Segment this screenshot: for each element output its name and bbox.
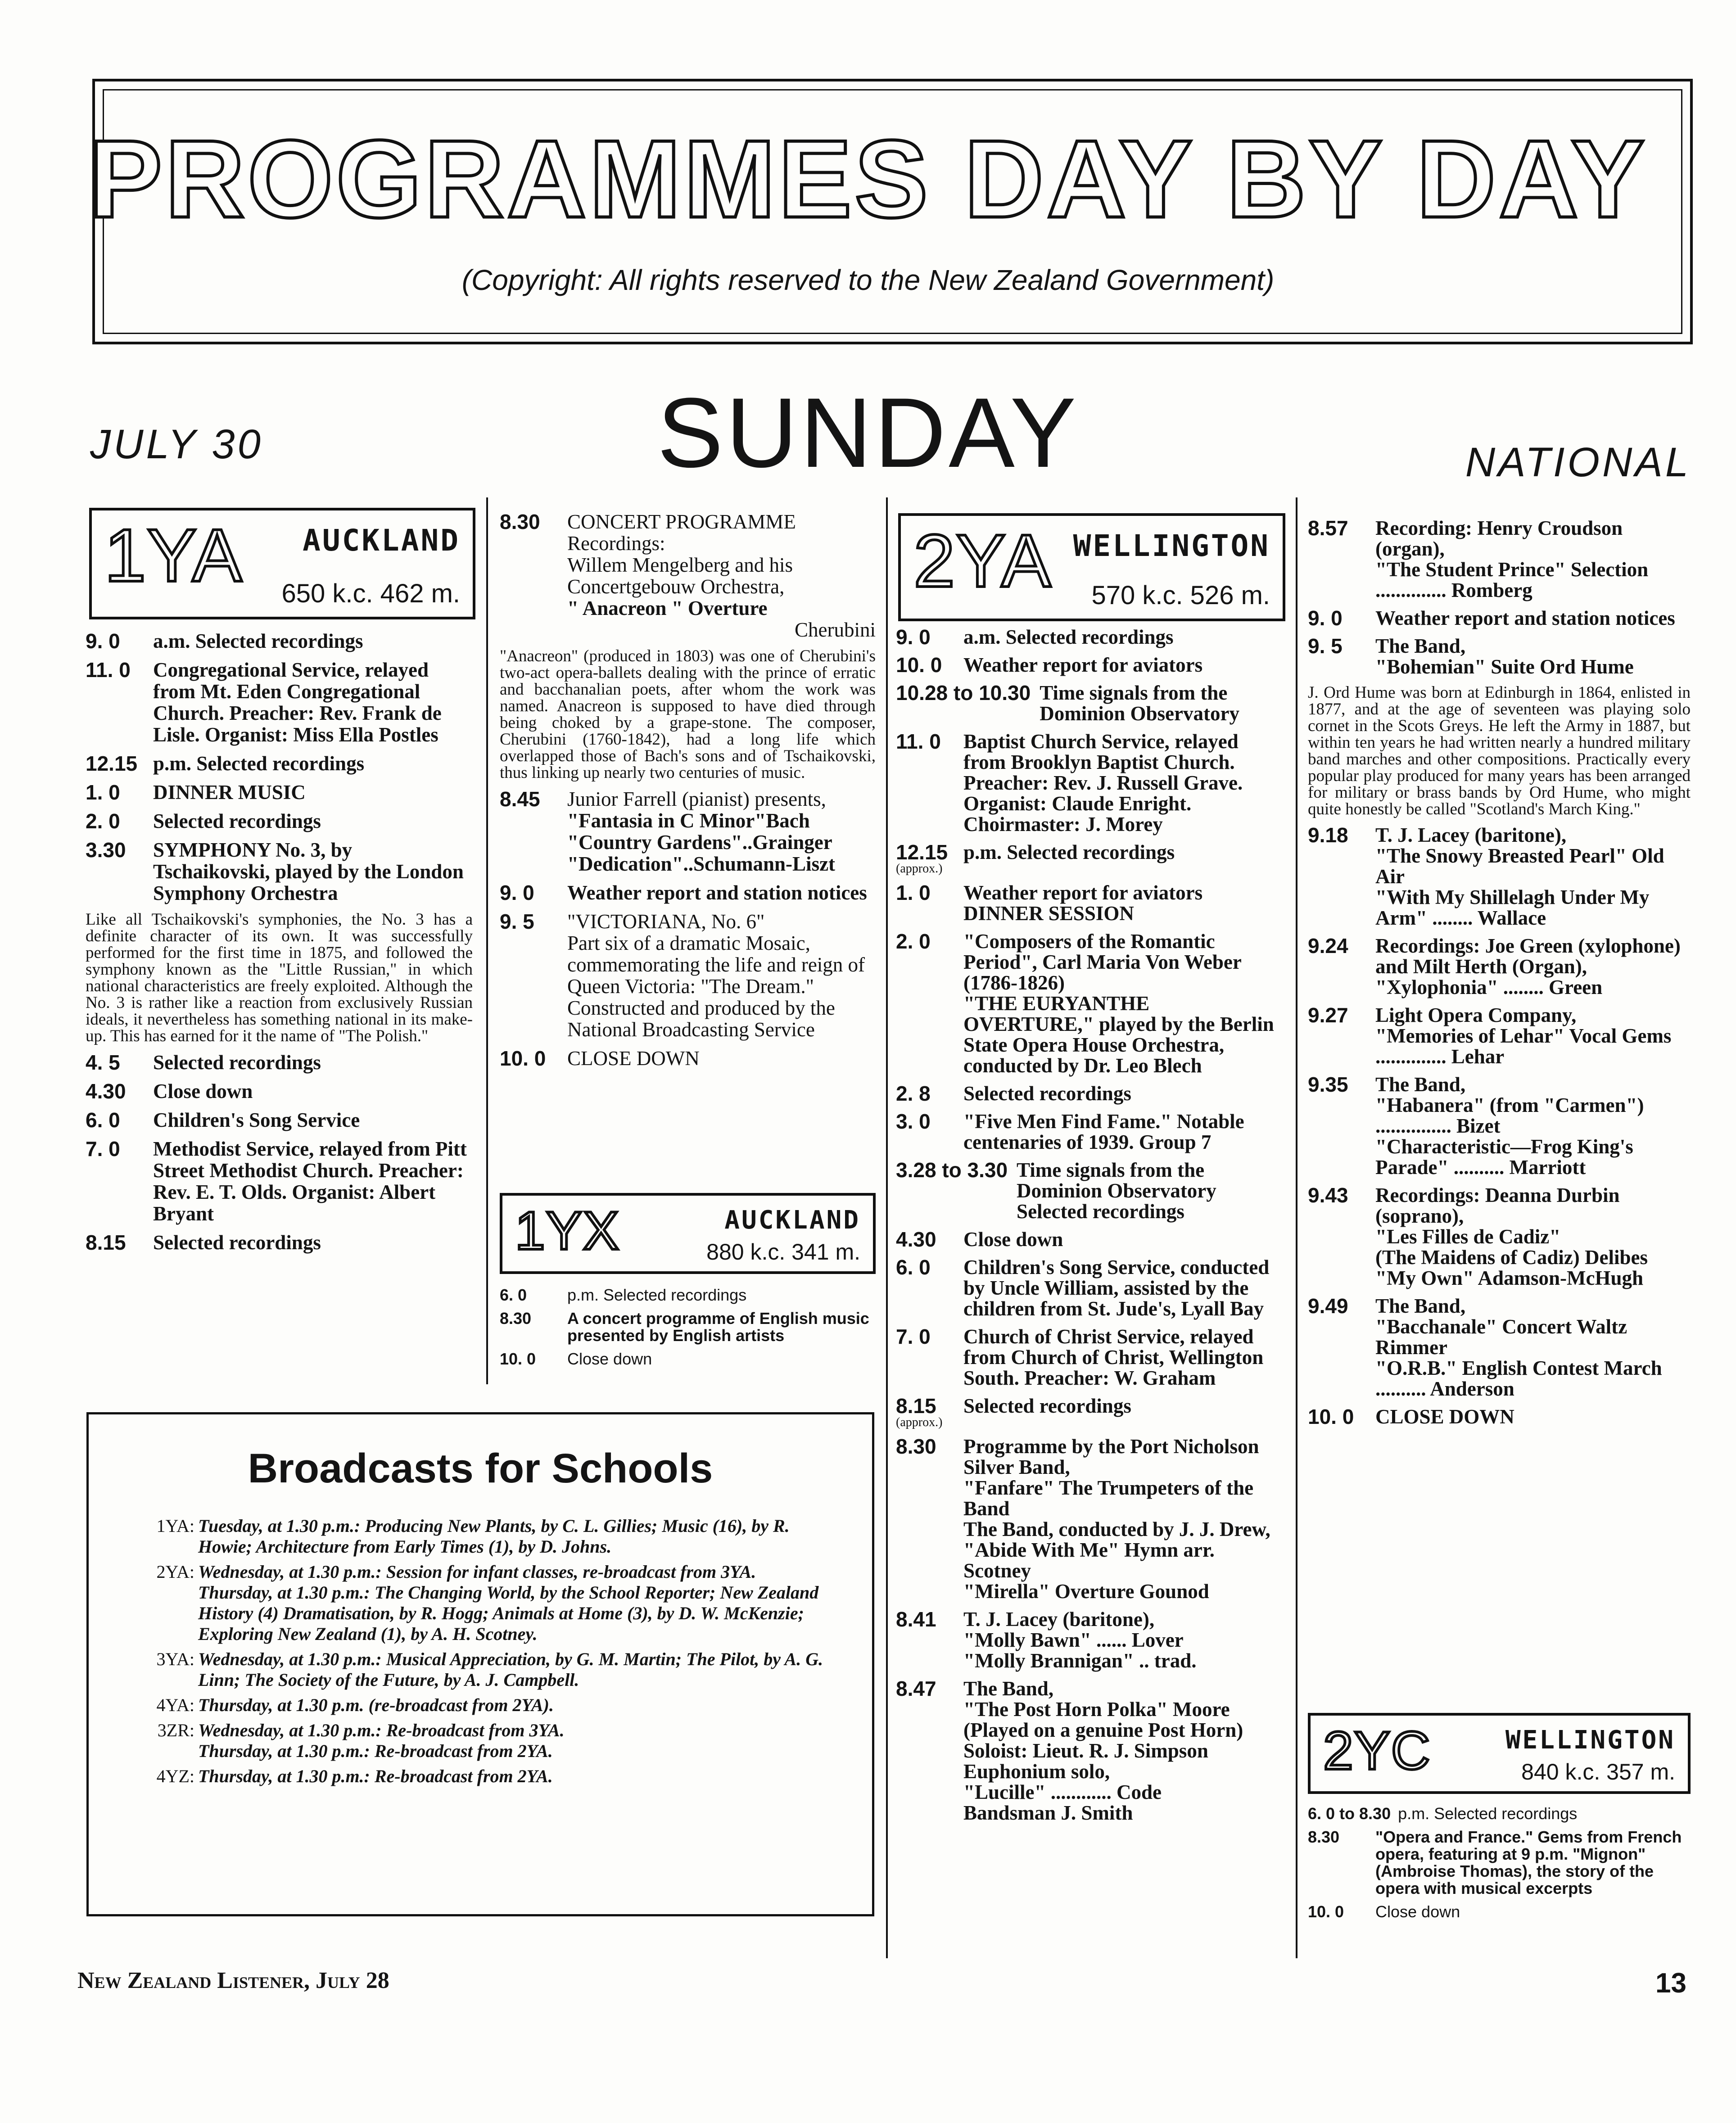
station-box-1ya <box>89 508 475 619</box>
programme-entry <box>896 1326 1283 1388</box>
entry-text: " Anacreon " Overture <box>567 597 768 619</box>
entry-time: 9. 0 <box>896 625 931 649</box>
entry-time: 7. 0 <box>896 1325 931 1348</box>
entry-text: Recordings: Joe Green (xylophone) and Milt Herth (Organ), "Xylophonia" ........ Green <box>1375 935 1681 998</box>
programme-entry <box>500 1287 876 1304</box>
entry-time: 4.30 <box>896 1228 936 1251</box>
programme-entry <box>500 1351 876 1368</box>
programme-entry <box>500 511 876 641</box>
entry-time: 9.43 <box>1308 1183 1348 1207</box>
programme-entry <box>896 1436 1283 1602</box>
entry-text: Congregational Service, relayed from Mt. Eden Congregational Church. Preacher: Rev. Frank de Lisle. Organist: Miss Ella Postles <box>153 659 442 746</box>
entry-time: 7. 0 <box>86 1137 120 1161</box>
station-box-2yc <box>1308 1713 1691 1794</box>
programme-entry <box>896 1111 1283 1152</box>
programme-entry <box>500 788 876 875</box>
entry-time: 8.57 <box>1308 516 1348 540</box>
schools-item <box>134 1649 836 1690</box>
entry-text: Time signals from the Dominion Observatory Selected recordings <box>1017 1159 1216 1223</box>
entry-time: 2. 8 <box>896 1082 931 1105</box>
entry-time: 8.15 <box>896 1394 936 1418</box>
programme-entry <box>1308 1296 1691 1399</box>
entry-text: Time signals from the Dominion Observatory <box>1040 682 1239 725</box>
2ya-evening-list <box>1308 518 1691 1434</box>
schools-station: 3ZR: <box>157 1720 194 1740</box>
entry-text: Weather report for aviators DINNER SESSION <box>963 881 1203 925</box>
column-divider <box>486 497 488 1384</box>
entry-composer: Grainger <box>752 831 832 854</box>
schools-session: Thursday, at 1.30 p.m.: The Changing World, by the School Reporter; New Zealand History (4) Dramatisation, by R. Hogg; Animals at Home (3), by D. W. McKenzie; Exploring New Zealand (1), by A. H. Scotney. <box>198 1582 819 1644</box>
programme-note: Like all Tschaikovski's symphonies, the No. 3 has a definite character of its own. It was successfully performed for the first time in 1875, and followed the symphony known as the "Little Russian," in which national characteristics are freely exploited. Although the No. 3 is rather like a reaction from exclusively Russian ideals, it nevertheless has something national in its make-up. This has earned for it the name of "The Polish." <box>86 910 473 1045</box>
schools-item <box>134 1562 836 1644</box>
station-call-sign: 2YC <box>1323 1721 1431 1781</box>
entry-composer: Cherubini <box>795 619 876 641</box>
schools-item <box>134 1695 836 1716</box>
programme-entry <box>86 839 473 904</box>
entry-time: 9. 5 <box>1308 634 1343 658</box>
footer-publication: New Zealand Listener, July 28 <box>77 1968 389 1993</box>
entry-time: 11. 0 <box>86 658 131 682</box>
programme-entry <box>896 655 1283 675</box>
schools-session: Wednesday, at 1.30 p.m.: Re-broadcast from 3YA. <box>198 1720 565 1740</box>
programme-entry <box>86 1052 473 1073</box>
programme-entry <box>1308 1406 1691 1427</box>
schools-list <box>134 1516 836 1791</box>
programme-entry <box>896 931 1283 1076</box>
entry-text: Methodist Service, relayed from Pitt Street Methodist Church. Preacher: Rev. E. T. Olds. Organist: Albert Bryant <box>153 1138 467 1225</box>
copyright-notice: (Copyright: All rights reserved to the New Zealand Government) <box>461 264 1275 296</box>
programme-entry <box>86 630 473 652</box>
programme-entry <box>86 1138 473 1224</box>
entry-approx: (approx.) <box>896 862 943 876</box>
entry-text: Selected recordings <box>963 1395 1131 1417</box>
entry-composer: Bach <box>766 809 810 832</box>
entry-time: 9.18 <box>1308 823 1348 847</box>
entry-work: "Country Gardens".. <box>567 831 753 854</box>
entry-time: 3.30 <box>86 838 126 862</box>
entry-time: 8.15 <box>86 1231 126 1254</box>
schools-station: 4YZ: <box>156 1766 194 1786</box>
entry-text: Selected recordings <box>153 1231 321 1254</box>
entry-time: 12.15 <box>896 840 948 864</box>
entry-time: 10. 0 <box>1308 1405 1354 1428</box>
entry-time: 6. 0 to 8.30 <box>1308 1804 1391 1823</box>
entry-text: A concert programme of English music presented by English artists <box>567 1309 869 1345</box>
entry-time: 8.47 <box>896 1677 936 1700</box>
entry-time: 8.30 <box>1308 1828 1340 1846</box>
entry-text: Recordings: Deanna Durbin (soprano), "Les Filles de Cadiz" (The Maidens of Cadiz) Delibes "My Own" Adamson-McHugh <box>1375 1184 1648 1289</box>
entry-time: 8.45 <box>500 787 540 811</box>
entry-text: Weather report and station notices <box>567 881 867 904</box>
station-call-sign: 1YX <box>515 1201 620 1261</box>
1ya-evening-list <box>500 511 876 1076</box>
programme-entry <box>1308 636 1691 677</box>
programme-entry <box>86 659 473 745</box>
schools-details <box>198 1720 836 1762</box>
station-city: AUCKLAND <box>724 1206 860 1235</box>
entry-work: "Dedication".. <box>567 853 693 875</box>
programme-entry <box>1308 518 1691 601</box>
entry-time: 10. 0 <box>896 653 942 677</box>
schools-item <box>134 1516 836 1557</box>
2ya-programme-list <box>896 627 1283 1830</box>
entry-time: 6. 0 <box>500 1286 527 1304</box>
programme-entry <box>86 1232 473 1253</box>
programme-entry <box>500 1310 876 1344</box>
station-city: WELLINGTON <box>1505 1726 1675 1755</box>
entry-time: 9.24 <box>1308 934 1348 958</box>
network-label: NATIONAL <box>1465 439 1691 485</box>
entry-text: The Band, "Habanera" (from "Carmen") ............... Bizet "Characteristic—Frog King's Parade" .......... Marriott <box>1375 1073 1644 1179</box>
entry-work: "Fantasia in C Minor" <box>567 809 766 832</box>
programme-entry <box>1308 935 1691 998</box>
station-frequency: 880 k.c. 341 m. <box>706 1239 860 1265</box>
entry-text: Close down <box>963 1228 1063 1251</box>
entry-text: "Five Men Find Fame." Notable centenaries of 1939. Group 7 <box>963 1110 1244 1153</box>
entry-time: 9.49 <box>1308 1294 1348 1318</box>
entry-time: 12.15 <box>86 752 138 775</box>
entry-time: 4.30 <box>86 1080 126 1103</box>
schools-session: Thursday, at 1.30 p.m.: Re-broadcast from 2YA. <box>198 1766 553 1786</box>
entry-text: Part six of a dramatic Mosaic, commemorating the life and reign of Queen Victoria: "The Dream." Constructed and produced by the National Broadcasting Service <box>567 932 865 1041</box>
programme-entry <box>1308 608 1691 628</box>
schools-details <box>198 1562 836 1644</box>
schools-station: 4YA: <box>156 1695 194 1715</box>
station-box-2ya <box>898 513 1285 621</box>
entry-text: T. J. Lacey (baritone), "The Snowy Breasted Pearl" Old Air "With My Shillelagh Under My Arm" ........ Wallace <box>1375 824 1664 929</box>
entry-text: Selected recordings <box>963 1082 1131 1105</box>
programme-entry <box>896 682 1283 724</box>
programme-entry <box>1308 1185 1691 1288</box>
entry-text: a.m. Selected recordings <box>153 630 363 652</box>
schools-session: Wednesday, at 1.30 p.m.: Musical Appreciation, by G. M. Martin; The Pilot, by A. G. Linn; The Society of the Future, by A. J. Campbell. <box>198 1649 823 1690</box>
programme-entry <box>896 842 1283 875</box>
station-call-sign: 1YA <box>104 514 243 597</box>
entry-text: The Band, "The Post Horn Polka" Moore (Played on a genuine Post Horn) Soloist: Lieut. R. J. Simpson Euphonium solo, "Lucille" ............ Code Bandsman J. Smith <box>963 1677 1243 1824</box>
programme-entry <box>896 1678 1283 1823</box>
entry-text: Children's Song Service <box>153 1109 360 1131</box>
entry-time: 10. 0 <box>500 1350 536 1368</box>
entry-text: Close down <box>567 1350 652 1368</box>
entry-time: 6. 0 <box>896 1256 931 1279</box>
entry-time: 3.28 to 3.30 <box>896 1158 1008 1182</box>
entry-time-group <box>896 842 963 875</box>
programme-entry <box>1308 825 1691 928</box>
entry-time: 2. 0 <box>896 930 931 953</box>
entry-time: 8.41 <box>896 1608 936 1631</box>
day-heading: SUNDAY <box>657 377 1079 488</box>
schools-station: 3YA: <box>156 1649 194 1669</box>
entry-time: 8.30 <box>500 1309 532 1328</box>
entry-text: The Band, "Bohemian" Suite Ord Hume <box>1375 635 1634 678</box>
entry-text: a.m. Selected recordings <box>963 626 1174 648</box>
entry-time: 9. 0 <box>86 629 120 653</box>
entry-composer: Schumann-Liszt <box>693 853 836 875</box>
schools-item <box>134 1766 836 1787</box>
entry-time: 1. 0 <box>896 881 931 904</box>
page-number: 13 <box>1655 1968 1686 1999</box>
programme-entry <box>896 882 1283 924</box>
entry-time: 9. 0 <box>1308 606 1343 630</box>
entry-time: 10. 0 <box>500 1047 546 1070</box>
entry-text: CLOSE DOWN <box>567 1047 700 1070</box>
entry-time: 8.30 <box>896 1435 936 1458</box>
entry-time: 11. 0 <box>896 730 941 753</box>
entry-text: Junior Farrell (pianist) presents, <box>567 788 826 810</box>
entry-text: p.m. Selected recordings <box>567 1286 747 1304</box>
entry-text: Children's Song Service, conducted by Uncle William, assisted by the children from St. Jude's, Lyall Bay <box>963 1256 1270 1320</box>
programme-entry <box>896 627 1283 647</box>
programme-note: "Anacreon" (produced in 1803) was one of Cherubini's two-act opera-ballets dealing with the prince of erratic and bacchanalian poets, after whom the work was named. Anacreon is supposed to have died through being choked by a grape-stone. The composer, Cherubini (1760-1842), had a long life which overlapped those of Bach's sons and of Tschaikovski, thus linking up nearly two centuries of music. <box>500 647 876 782</box>
programme-note: J. Ord Hume was born at Edinburgh in 1864, enlisted in 1877, and at the age of seventeen was playing solo cornet in the Scots Greys. He left the Army in 1887, but within ten years he had written nearly a hundred military band marches and other compositions. Practically every popular play produced for many years has been arranged for military or brass bands by Ord Hume, who might quite honestly be called "Scotland's March King." <box>1308 683 1691 818</box>
entry-text: Recording: Henry Croudson (organ), "The Student Prince" Selection .............. Romberg <box>1375 517 1649 601</box>
programme-entry <box>896 1609 1283 1671</box>
schools-heading: Broadcasts for Schools <box>248 1445 713 1491</box>
entry-title: "VICTORIANA, No. 6" <box>567 910 765 933</box>
programme-entry <box>896 731 1283 835</box>
programme-entry <box>896 1083 1283 1104</box>
entry-time: 9.35 <box>1308 1073 1348 1096</box>
programme-entry <box>896 1257 1283 1319</box>
entry-text: CLOSE DOWN <box>1375 1405 1514 1428</box>
entry-text: "Composers of the Romantic Period", Carl Maria Von Weber (1786-1826) "THE EURYANTHE OVERTURE," played by the Berlin State Opera House Orchestra, conducted by Dr. Leo Blech <box>963 930 1274 1077</box>
column-divider <box>1296 497 1297 1958</box>
entry-time: 10.28 to 10.30 <box>896 681 1031 705</box>
entry-approx: (approx.) <box>896 1415 943 1429</box>
station-city: AUCKLAND <box>303 523 460 558</box>
entry-time-group <box>896 1396 963 1429</box>
entry-text: "Opera and France." Gems from French opera, featuring at 9 p.m. "Mignon" (Ambroise Thomas), the story of the opera with musical excerpts <box>1375 1828 1682 1897</box>
2yc-programme-list <box>1308 1805 1691 1927</box>
station-box-1yx <box>500 1193 876 1274</box>
schools-item <box>134 1720 836 1762</box>
programme-entry <box>86 1109 473 1131</box>
entry-time: 2. 0 <box>86 809 120 833</box>
programme-entry <box>1308 1005 1691 1067</box>
programme-entry <box>896 1396 1283 1429</box>
schools-session: Thursday, at 1.30 p.m.: Re-broadcast from 2YA. <box>198 1741 553 1761</box>
entry-text: Church of Christ Service, relayed from Church of Christ, Wellington South. Preacher: W. Graham <box>963 1325 1264 1389</box>
entry-text: Baptist Church Service, relayed from Brooklyn Baptist Church. Preacher: Rev. J. Russell Grave. Organist: Claude Enright. Choirmaster: J. Morey <box>963 730 1243 836</box>
schools-box <box>86 1412 874 1916</box>
entry-text: p.m. Selected recordings <box>1398 1804 1578 1823</box>
schools-details <box>198 1766 836 1787</box>
date-label: JULY 30 <box>90 421 263 467</box>
entry-text: SYMPHONY No. 3, by Tschaikovski, played by the London Symphony Orchestra <box>153 839 464 904</box>
programme-entry <box>86 810 473 832</box>
page-title: PROGRAMMES DAY BY DAY <box>89 117 1647 240</box>
programme-entry <box>500 882 876 903</box>
entry-text: Programme by the Port Nicholson Silver Band, "Fanfare" The Trumpeters of the Band The Band, conducted by J. J. Drew, "Abide With Me" Hymn arr. Scotney "Mirella" Overture Gounod <box>963 1435 1270 1603</box>
schools-station: 1YA: <box>156 1516 194 1536</box>
schools-details <box>198 1695 836 1716</box>
station-frequency: 570 k.c. 526 m. <box>1091 581 1270 610</box>
entry-text: Light Opera Company, "Memories of Lehar" Vocal Gems .............. Lehar <box>1375 1004 1672 1068</box>
schools-details <box>198 1516 836 1557</box>
programme-entry <box>86 781 473 803</box>
entry-time: 6. 0 <box>86 1108 120 1132</box>
programme-entry <box>1308 1903 1691 1920</box>
entry-text: Willem Mengelberg and his Concertgebouw Orchestra, <box>567 554 793 598</box>
schools-session: Thursday, at 1.30 p.m. (re-broadcast from 2YA). <box>198 1695 554 1715</box>
entry-text: DINNER MUSIC <box>153 781 306 804</box>
entry-text: Selected recordings <box>153 810 321 832</box>
entry-title: CONCERT PROGRAMME <box>567 510 796 533</box>
schools-details <box>198 1649 836 1690</box>
programme-entry <box>1308 1074 1691 1178</box>
programme-entry <box>500 1048 876 1069</box>
entry-text: Recordings: <box>567 532 665 555</box>
programme-entry <box>86 1080 473 1102</box>
1yx-programme-list <box>500 1287 876 1374</box>
programme-entry <box>86 753 473 774</box>
entry-text: p.m. Selected recordings <box>153 752 365 775</box>
entry-time: 9. 5 <box>500 910 534 933</box>
schools-station: 2YA: <box>156 1562 194 1582</box>
entry-time: 3. 0 <box>896 1110 931 1133</box>
entry-time: 10. 0 <box>1308 1902 1344 1921</box>
entry-text: The Band, "Bacchanale" Concert Waltz Rimmer "O.R.B." English Contest March .......... Anderson <box>1375 1295 1662 1400</box>
column-divider <box>886 497 888 1958</box>
entry-text: Close down <box>1375 1902 1460 1921</box>
entry-text: Weather report and station notices <box>1375 607 1675 629</box>
entry-time: 1. 0 <box>86 781 120 804</box>
station-frequency: 840 k.c. 357 m. <box>1521 1759 1675 1784</box>
entry-time: 9. 0 <box>500 881 534 904</box>
entry-text: T. J. Lacey (baritone), "Molly Bawn" ...... Lover "Molly Brannigan" .. trad. <box>963 1608 1197 1672</box>
station-call-sign: 2YA <box>913 519 1052 603</box>
programme-entry <box>896 1229 1283 1250</box>
station-frequency: 650 k.c. 462 m. <box>281 579 460 608</box>
entry-time: 9.27 <box>1308 1003 1348 1027</box>
entry-time: 4. 5 <box>86 1051 120 1074</box>
entry-text: p.m. Selected recordings <box>963 841 1175 863</box>
station-city: WELLINGTON <box>1073 528 1270 563</box>
1ya-programme-list <box>86 630 473 1260</box>
entry-text: Selected recordings <box>153 1051 321 1074</box>
programme-entry <box>1308 1805 1691 1822</box>
programme-entry <box>500 911 876 1040</box>
entry-time: 8.30 <box>500 510 540 533</box>
entry-text: Weather report for aviators <box>963 654 1203 676</box>
schools-session: Tuesday, at 1.30 p.m.: Producing New Plants, by C. L. Gillies; Music (16), by R. Howie; Architecture from Early Times (1), by D. Johns. <box>198 1516 790 1557</box>
programme-entry <box>1308 1829 1691 1897</box>
entry-text: Close down <box>153 1080 253 1102</box>
programme-entry <box>896 1160 1283 1222</box>
schools-session: Wednesday, at 1.30 p.m.: Session for infant classes, re-broadcast from 3YA. <box>198 1562 756 1582</box>
